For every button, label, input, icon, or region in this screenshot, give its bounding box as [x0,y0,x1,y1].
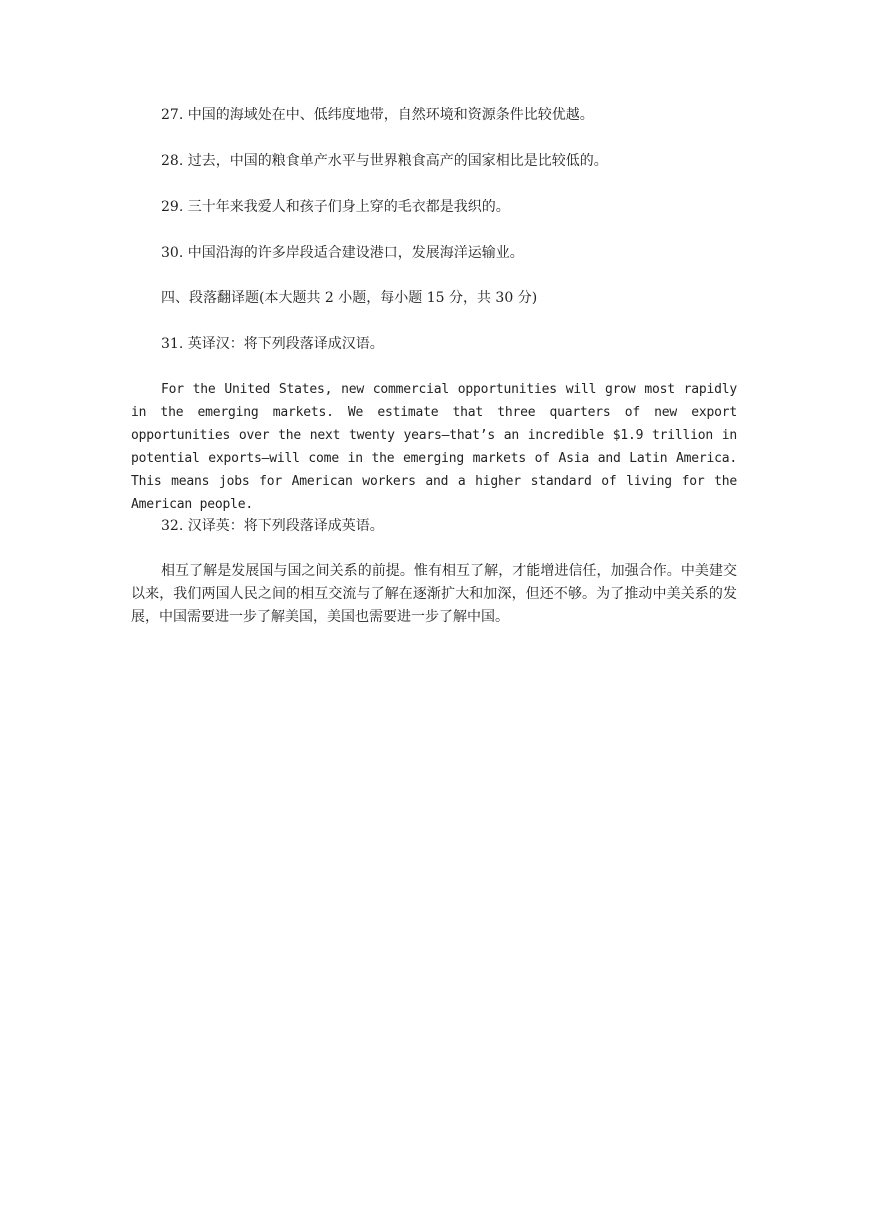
question-30: 30. 中国沿海的许多岸段适合建设港口，发展海洋运输业。 [161,245,524,261]
question-32-passage: 相互了解是发展国与国之间关系的前提。惟有相互了解，才能增进信任，加强合作。中美建交以来，我们两国人民之间的相互交流与了解在逐渐扩大和加深，但还不够。为了推动中美关系的发展，中国需要进一步了解美国，美国也需要进一步了解中国。 [131,563,737,625]
question-31-passage: For the United States, new commercial opportunities will grow most rapidly in the emerging markets. We estimate that three quarters of new export opportunities over the next twenty years—that’s an incredible $1.9 trillion in potential exports—will come in the emerging markets of Asia and Latin America. This means jobs for American workers and a higher standard of living for the American people. [131,382,737,512]
question-29: 29. 三十年来我爱人和孩子们身上穿的毛衣都是我织的。 [161,199,510,215]
question-28: 28. 过去，中国的粮食单产水平与世界粮食高产的国家相比是比较低的。 [161,153,608,169]
question-27: 27. 中国的海域处在中、低纬度地带，自然环境和资源条件比较优越。 [161,107,594,123]
section-4-heading: 四、段落翻译题(本大题共 2 小题，每小题 15 分，共 30 分) [161,290,538,306]
question-31-instruction: 31. 英译汉：将下列段落译成汉语。 [161,336,384,352]
question-32-instruction: 32. 汉译英：将下列段落译成英语。 [161,518,384,534]
